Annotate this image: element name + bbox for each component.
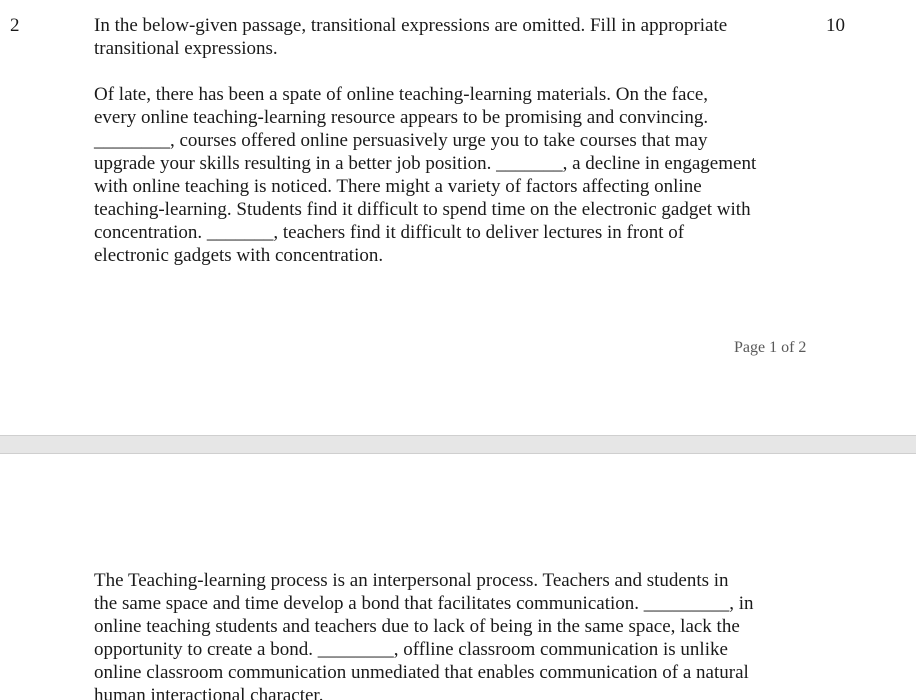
passage-line: The Teaching-learning process is an interpersonal process. Teachers and students in [94, 570, 729, 591]
passage-line: the same space and time develop a bond that facilitates communication. _________, in [94, 593, 754, 614]
passage-line: human interactional character. [94, 685, 324, 700]
question-marks: 10 [826, 15, 845, 36]
passage-line: every online teaching-learning resource appears to be promising and convincing. [94, 107, 709, 128]
passage-paragraph-2 [94, 569, 794, 700]
document-page-2 [0, 454, 916, 700]
page-break-separator [0, 435, 916, 454]
passage-line: concentration. _______, teachers find it difficult to deliver lectures in front of [94, 222, 685, 243]
passage-line: online classroom communication unmediated that enables communication of a natural [94, 662, 749, 683]
passage-line: upgrade your skills resulting in a better job position. _______, a decline in engagement [94, 153, 757, 174]
passage-line: ________, courses offered online persuasively urge you to take courses that may [94, 130, 708, 151]
passage-line: online teaching students and teachers due to lack of being in the same space, lack the [94, 616, 740, 637]
passage-line: teaching-learning. Students find it difficult to spend time on the electronic gadget with [94, 199, 751, 220]
question-number: 2 [10, 15, 20, 36]
page-footer-number: Page 1 of 2 [734, 339, 807, 356]
passage-line: Of late, there has been a spate of online teaching-learning materials. On the face, [94, 84, 709, 105]
passage-line: opportunity to create a bond. ________, offline classroom communication is unlike [94, 639, 728, 660]
question-instruction: In the below-given passage, transitional expressions are omitted. Fill in appropriate transitional expressions. [94, 15, 728, 59]
passage-paragraph-1 [94, 83, 794, 267]
passage-line: with online teaching is noticed. There might a variety of factors affecting online [94, 176, 702, 197]
passage-line: electronic gadgets with concentration. [94, 245, 384, 266]
